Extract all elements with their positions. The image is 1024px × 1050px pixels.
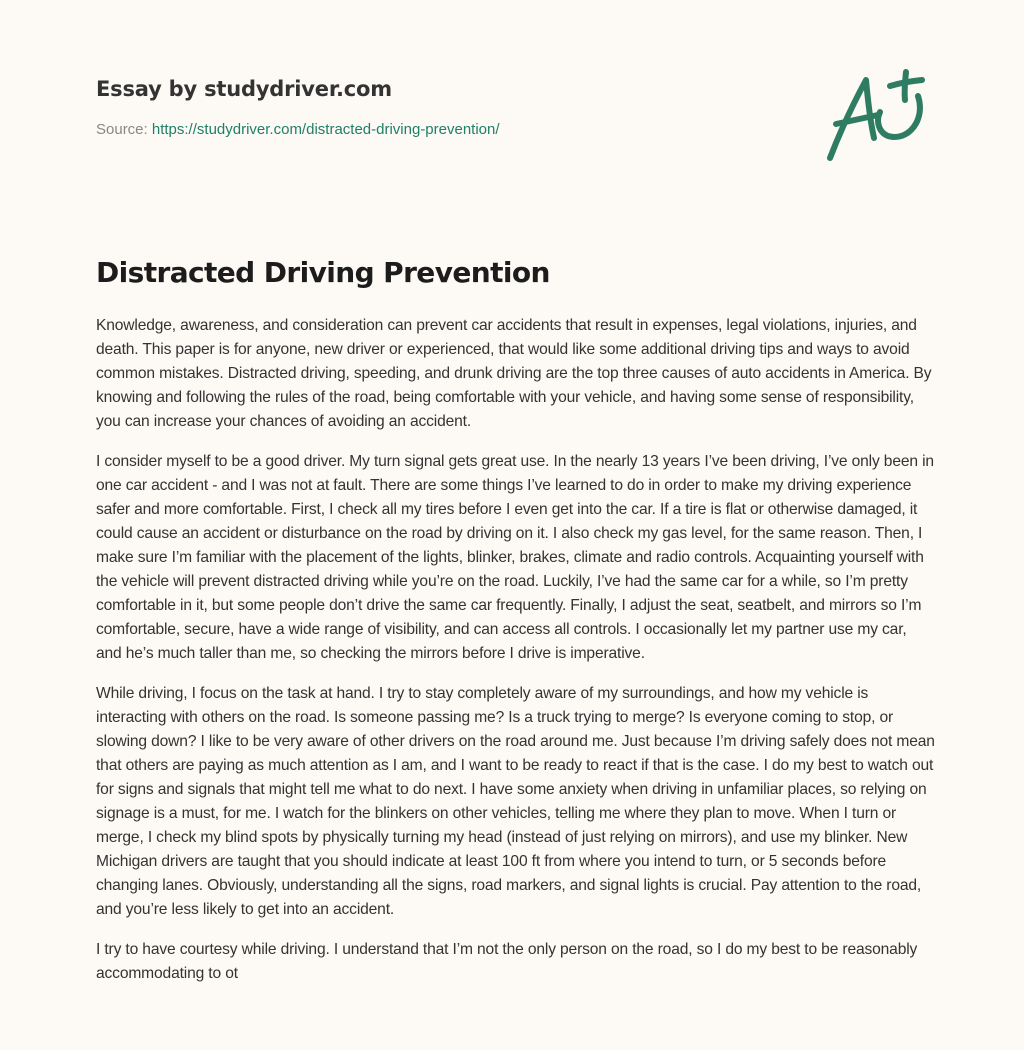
essay-paragraph: While driving, I focus on the task at hand. I try to stay completely aware of my surroundings, and how my vehicle is interacting with others on the road. Is someone passing me? Is a truck trying to merge? Is everyone coming to stop, or slowing down? I like to be very aware of other drivers on the road around me. Just because I’m driving safely does not mean that others are paying as much attention as I am, and I want to be ready to react if that is the case. I do my best to watch out for signs and signals that might tell me what to do next. I have some anxiety when driving in unfamiliar places, so relying on signage is a must, for me. I watch for the blinkers on other vehicles, telling me where they plan to move. When I turn or merge, I check my blind spots by physically turning my head (instead of just relying on mirrors), and use my blinker. New Michigan drivers are taught that you should indicate at least 100 ft from where you intend to turn, or 5 seconds before changing lanes. Obviously, understanding all the signs, road markers, and signal lights is crucial. Pay attention to the road, and you’re less likely to get into an accident.: [96, 685, 935, 918]
essay-paragraph: I consider myself to be a good driver. My turn signal gets great use. In the nearly 13 years I’ve been driving, I’ve only been in one car accident - and I was not at fault. There are some things I’ve learned to do in order to make my driving experience safer and more comfortable. First, I check all my tires before I even get into the car. If a tire is flat or otherwise damaged, it could cause an accident or disturbance on the road by driving on it. I also check my gas level, for the same reason. Then, I make sure I’m familiar with the placement of the lights, blinker, brakes, climate and radio controls. Acquainting yourself with the vehicle will prevent distracted driving while you’re on the road. Luckily, I’ve had the same car for a while, so I’m pretty comfortable in it, but some people don’t drive the same car frequently. Finally, I adjust the seat, seatbelt, and mirrors so I’m comfortable, secure, have a wide range of visibility, and can access all controls. I occasionally let my partner use my car, and he’s much taller than me, so checking the mirrors before I drive is imperative.: [96, 453, 934, 662]
a-plus-grade-icon: [822, 66, 928, 166]
source-link[interactable]: https://studydriver.com/distracted-driving-prevention/: [151, 121, 500, 138]
essay-header: [96, 74, 796, 141]
essay-paragraph: Knowledge, awareness, and consideration can prevent car accidents that result in expenses, legal violations, injuries, and death. This paper is for anyone, new driver or experienced, that would like some additional driving tips and ways to avoid common mistakes. Distracted driving, speeding, and drunk driving are the top three causes of auto accidents in America. By knowing and following the rules of the road, being comfortable with your vehicle, and having some sense of responsibility, you can increase your chances of avoiding an accident.: [96, 317, 932, 430]
source-label: Source:: [96, 121, 152, 138]
source-line: [96, 119, 796, 141]
essay-body: [96, 314, 936, 1002]
essay-paragraph: I try to have courtesy while driving. I understand that I’m not the only person on the road, so I do my best to be reasonably accommodating to ot: [96, 941, 918, 982]
essay-title: Distracted Driving Prevention: [96, 256, 550, 289]
brand-title: Essay by studydriver.com: [96, 77, 392, 101]
